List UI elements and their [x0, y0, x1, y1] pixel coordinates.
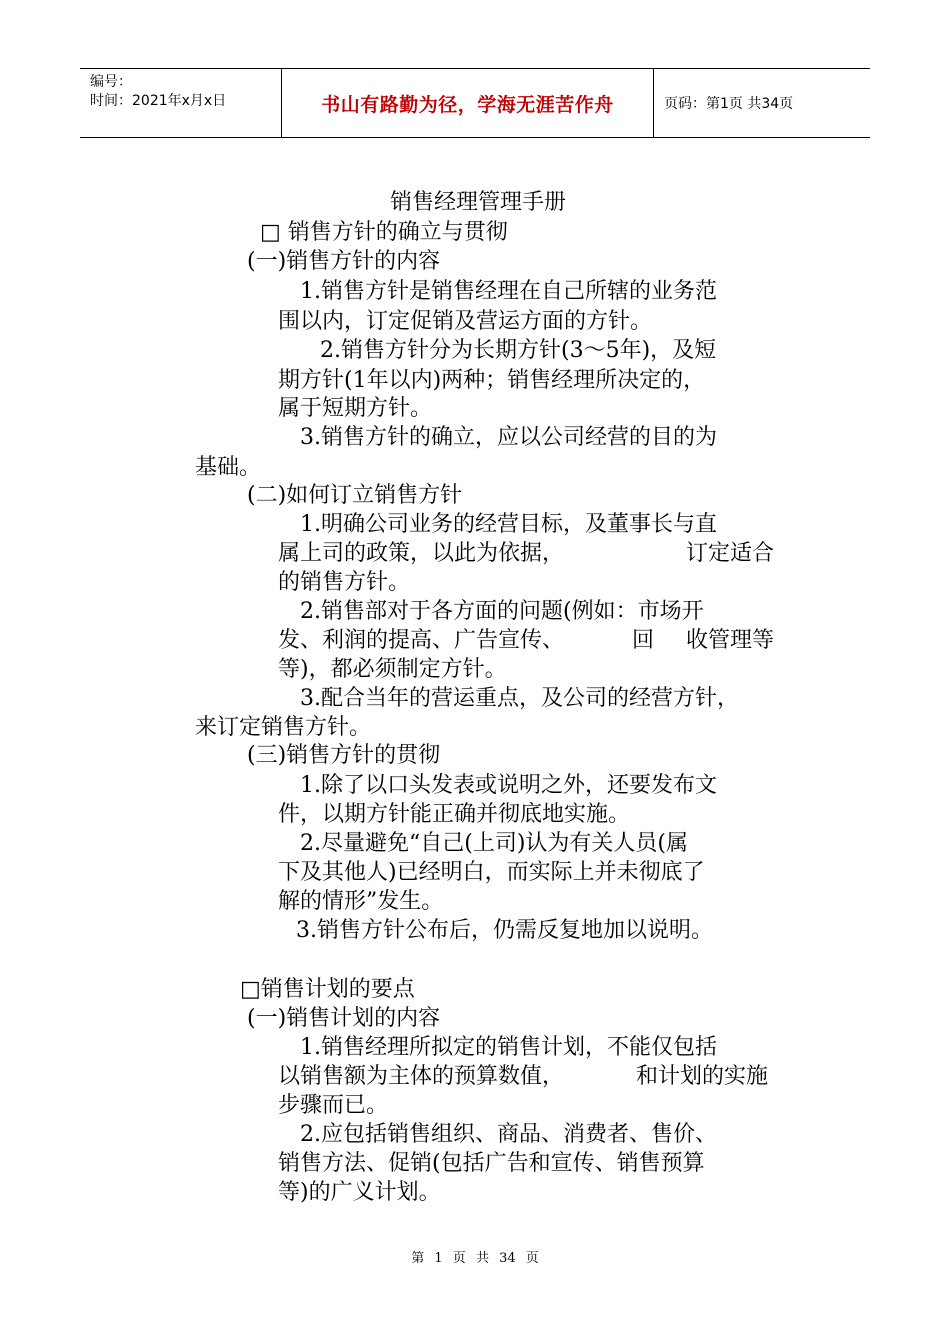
paragraph-line: 1.销售方针是销售经理在自己所辖的业务范 [300, 279, 717, 304]
paragraph-line: 围以内，订定促销及营运方面的方针。 [278, 309, 653, 334]
paragraph-line: 期方针(1年以内)两种；销售经理所决定的， [278, 368, 706, 393]
footer-gong: 共 [475, 1251, 489, 1266]
paragraph-line: 2.尽量避免“自己(上司)认为有关人员(属 [300, 831, 688, 856]
footer-page-number: 1 [434, 1251, 443, 1266]
paragraph-line: 3.销售方针的确立，应以公司经营的目的为 [300, 425, 717, 450]
paragraph-line: 属于短期方针。 [278, 396, 433, 421]
subsection-heading: (一)销售方针的内容 [247, 249, 441, 274]
paragraph-line: 收管理等 [686, 628, 775, 653]
footer-total-pages: 34 [499, 1251, 516, 1266]
paragraph-line: 和计划的实施 [636, 1064, 769, 1089]
paragraph-line: 以销售额为主体的预算数值， [278, 1064, 565, 1089]
subsection-heading: (二)如何订立销售方针 [247, 483, 463, 508]
paragraph-line: 1.销售经理所拟定的销售计划，不能仅包括 [300, 1035, 717, 1060]
page-footer [0, 1247, 950, 1266]
paragraph-line: 订定适合 [686, 541, 775, 566]
document-title: 销售经理管理手册 [390, 190, 567, 215]
paragraph-line: 的销售方针。 [278, 570, 411, 595]
subsection-heading: (三)销售方针的贯彻 [247, 743, 441, 768]
document-number-label: 编号： [90, 74, 132, 90]
paragraph-line: 回 [632, 628, 655, 653]
paragraph-line: 3.配合当年的营运重点，及公司的经营方针， [300, 686, 739, 711]
header-page-cell [654, 69, 870, 137]
document-date: 时间：2021年x月x日 [90, 93, 227, 109]
paragraph-line: 2.应包括销售组织、商品、消费者、售价、 [300, 1122, 717, 1147]
subsection-heading: (一)销售计划的内容 [247, 1006, 441, 1031]
paragraph-line: 件，以期方针能正确并彻底地实施。 [278, 802, 631, 827]
page-header [80, 68, 870, 138]
paragraph-line: 属上司的政策，以此为依据， [278, 541, 565, 566]
paragraph-line: 等)，都必须制定方针。 [278, 657, 507, 682]
paragraph-line: 基础。 [195, 455, 262, 480]
header-motto: 书山有路勤为径，学海无涯苦作舟 [321, 93, 614, 116]
header-page-info: 页码：第1页 共34页 [664, 96, 794, 112]
section-heading: □销售计划的要点 [240, 977, 415, 1002]
paragraph-line: 2.销售方针分为长期方针(3～5年)，及短 [320, 338, 717, 363]
paragraph-line: 2.销售部对于各方面的问题(例如：市场开 [300, 599, 704, 624]
paragraph-line: 来订定销售方针。 [195, 715, 372, 740]
paragraph-line: 销售方法、促销(包括广告和宣传、销售预算 [278, 1151, 705, 1176]
header-meta-cell [80, 69, 282, 137]
footer-di: 第 [411, 1251, 425, 1266]
paragraph-line: 解的情形”发生。 [278, 889, 444, 914]
header-motto-cell [282, 69, 654, 137]
paragraph-line: 1.除了以口头发表或说明之外，还要发布文 [300, 773, 717, 798]
footer-ye: 页 [452, 1251, 466, 1266]
paragraph-line: 步骤而已。 [278, 1093, 389, 1118]
paragraph-line: 1.明确公司业务的经营目标，及董事长与直 [300, 512, 717, 537]
paragraph-line: 3.销售方针公布后，仍需反复地加以说明。 [296, 918, 713, 943]
section-heading: □ 销售方针的确立与贯彻 [260, 220, 508, 245]
paragraph-line: 下及其他人)已经明白，而实际上并未彻底了 [278, 860, 705, 885]
paragraph-line: 等)的广义计划。 [278, 1180, 441, 1205]
footer-ye: 页 [525, 1251, 539, 1266]
paragraph-line: 发、利润的提高、广告宣传、 [278, 628, 565, 653]
